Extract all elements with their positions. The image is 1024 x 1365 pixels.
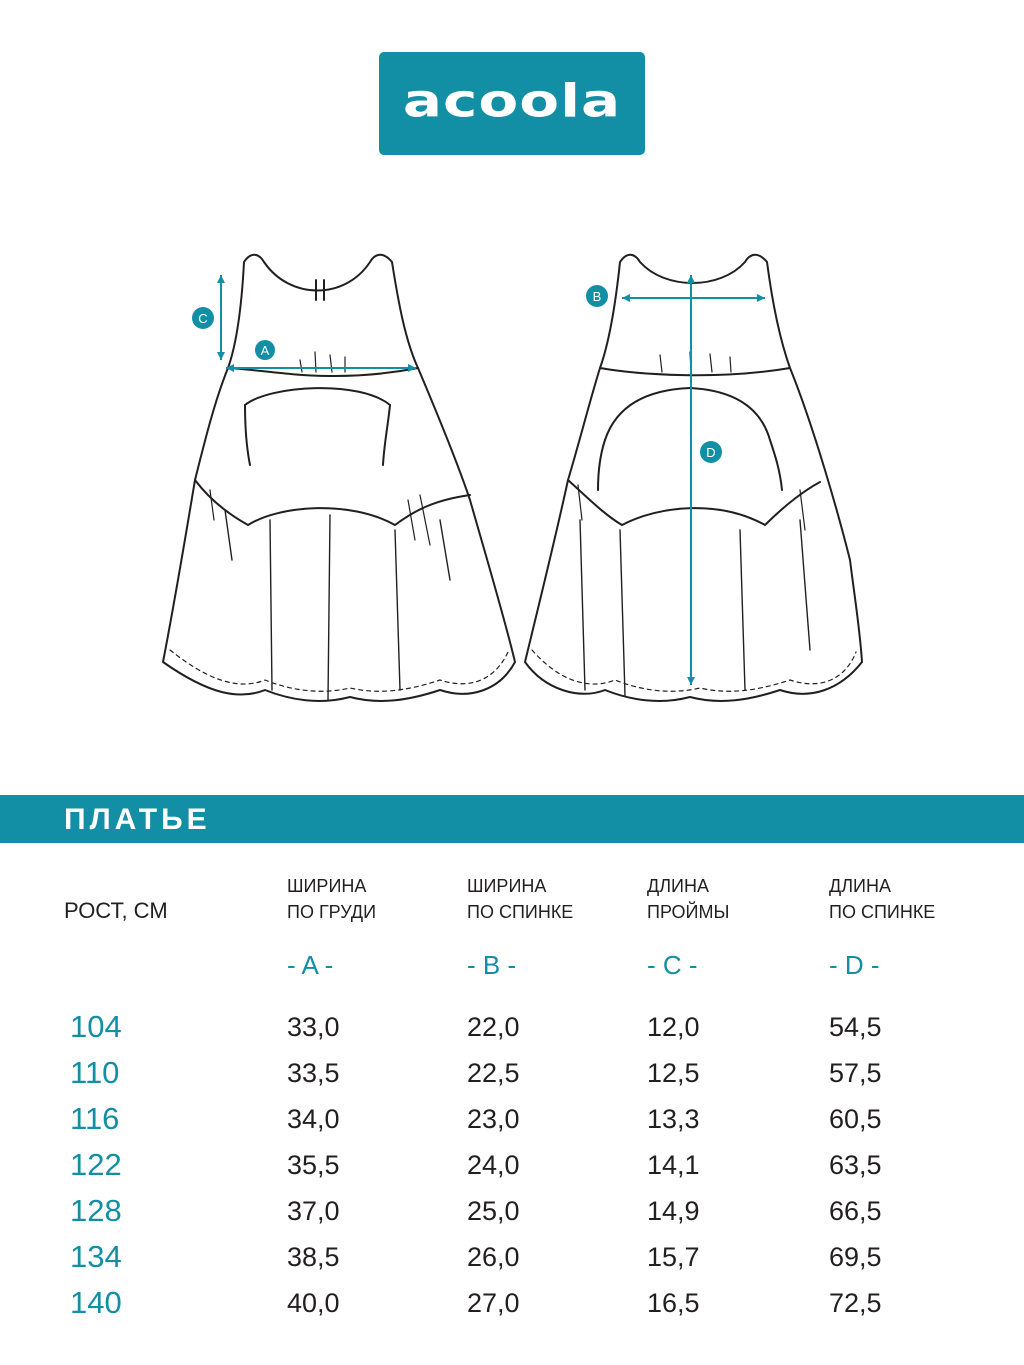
section-header-band xyxy=(0,795,1024,843)
column-header-c xyxy=(647,873,729,925)
value-cell-d: 60,5 xyxy=(829,1104,882,1134)
column-header-b-line1: ШИРИНА xyxy=(467,876,547,896)
table-row xyxy=(0,1055,1024,1104)
measure-c-line xyxy=(217,275,225,360)
value-cell-c: 14,1 xyxy=(647,1150,700,1180)
column-header-d xyxy=(829,873,935,925)
value-cell-d: 57,5 xyxy=(829,1058,882,1088)
value-cell-c: 15,7 xyxy=(647,1242,700,1272)
column-header-a-line1: ШИРИНА xyxy=(287,876,367,896)
value-cell-c: 12,0 xyxy=(647,1012,700,1042)
value-cell-a: 33,5 xyxy=(287,1058,340,1088)
value-cell-d: 72,5 xyxy=(829,1288,882,1318)
size-cell: 128 xyxy=(70,1193,122,1228)
dress-back-view xyxy=(525,255,862,701)
measure-d-line xyxy=(687,275,695,685)
value-cell-a: 33,0 xyxy=(287,1012,340,1042)
column-letter-c: - C - xyxy=(647,950,698,980)
measure-b-line xyxy=(622,294,765,302)
value-cell-b: 22,5 xyxy=(467,1058,520,1088)
brand-logo xyxy=(379,52,645,155)
table-row xyxy=(0,1009,1024,1058)
column-letter-d: - D - xyxy=(829,950,880,980)
value-cell-d: 54,5 xyxy=(829,1012,882,1042)
value-cell-a: 34,0 xyxy=(287,1104,340,1134)
value-cell-d: 66,5 xyxy=(829,1196,882,1226)
column-header-a xyxy=(287,873,376,925)
marker-c-label: C xyxy=(198,311,208,326)
value-cell-a: 38,5 xyxy=(287,1242,340,1272)
marker-a-label: A xyxy=(260,343,270,358)
column-letter-b: - B - xyxy=(467,950,517,980)
size-cell: 134 xyxy=(70,1239,122,1274)
value-cell-b: 22,0 xyxy=(467,1012,520,1042)
value-cell-b: 26,0 xyxy=(467,1242,520,1272)
size-cell: 122 xyxy=(70,1147,122,1182)
column-header-c-line2: ПРОЙМЫ xyxy=(647,902,730,922)
section-title: ПЛАТЬЕ xyxy=(64,803,211,836)
column-header-b-line2: ПО СПИНКЕ xyxy=(467,902,574,922)
column-letter-a: - A - xyxy=(287,950,334,980)
value-cell-d: 63,5 xyxy=(829,1150,882,1180)
column-header-c-line1: ДЛИНА xyxy=(647,876,709,896)
size-cell: 110 xyxy=(70,1055,120,1090)
marker-b-label: B xyxy=(592,289,602,304)
size-cell: 104 xyxy=(70,1009,122,1044)
value-cell-b: 24,0 xyxy=(467,1150,520,1180)
value-cell-c: 13,3 xyxy=(647,1104,700,1134)
value-cell-c: 12,5 xyxy=(647,1058,700,1088)
value-cell-d: 69,5 xyxy=(829,1242,882,1272)
value-cell-b: 23,0 xyxy=(467,1104,520,1134)
value-cell-c: 14,9 xyxy=(647,1196,700,1226)
column-header-d-line2: ПО СПИНКЕ xyxy=(829,902,936,922)
value-cell-b: 27,0 xyxy=(467,1288,520,1318)
column-header-a-line2: ПО ГРУДИ xyxy=(287,902,377,922)
column-header-d-line1: ДЛИНА xyxy=(829,876,891,896)
table-row xyxy=(0,1285,1024,1334)
column-header-b xyxy=(467,873,573,925)
value-cell-a: 35,5 xyxy=(287,1150,340,1180)
size-cell: 116 xyxy=(70,1101,120,1136)
table-row xyxy=(0,1193,1024,1242)
size-column-header: РОСТ, СМ xyxy=(64,898,168,923)
value-cell-b: 25,0 xyxy=(467,1196,520,1226)
marker-d-label: D xyxy=(706,445,716,460)
value-cell-a: 40,0 xyxy=(287,1288,340,1318)
value-cell-a: 37,0 xyxy=(287,1196,340,1226)
value-cell-c: 16,5 xyxy=(647,1288,700,1318)
dress-sketch xyxy=(0,180,1024,720)
dress-front-view xyxy=(163,255,515,701)
brand-logo-text: acoola xyxy=(402,73,622,128)
table-row xyxy=(0,1101,1024,1150)
table-row xyxy=(0,1239,1024,1288)
table-row xyxy=(0,1147,1024,1196)
size-cell: 140 xyxy=(70,1285,122,1320)
